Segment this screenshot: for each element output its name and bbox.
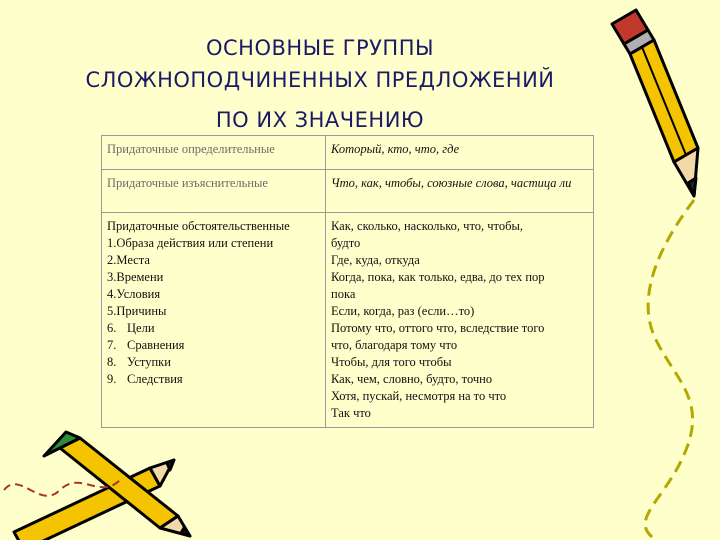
clause-groups-table bbox=[101, 135, 594, 428]
conjunctions-cell bbox=[326, 213, 594, 428]
list-item: 3.Времени bbox=[107, 270, 164, 284]
list-number: 9. bbox=[107, 372, 117, 386]
list-item: Потому что, оттого что, вследствие того bbox=[331, 321, 545, 335]
list-item bbox=[107, 371, 320, 388]
list-item: 5.Причины bbox=[107, 304, 167, 318]
conjunctions-cell: Который, кто, что, где bbox=[326, 136, 594, 170]
list-item: 4.Условия bbox=[107, 287, 161, 301]
list-item: пока bbox=[331, 287, 356, 301]
table-row bbox=[102, 213, 594, 428]
list-item: 1.Образа действия или степени bbox=[107, 236, 274, 250]
crossed-pencils-icon bbox=[0, 430, 200, 540]
clause-type-cell bbox=[102, 213, 326, 428]
list-number: 7. bbox=[107, 338, 117, 352]
title-line-1: ОСНОВНЫЕ ГРУППЫ bbox=[205, 36, 435, 60]
title-line-2: СЛОЖНОПОДЧИНЕННЫХ ПРЕДЛОЖЕНИЙ bbox=[85, 68, 555, 92]
list-item: Если, когда, раз (если…то) bbox=[331, 304, 475, 318]
list-item: Чтобы, для того чтобы bbox=[331, 355, 452, 369]
list-item: Когда, пока, как только, едва, до тех пор bbox=[331, 270, 545, 284]
list-item: что, благодаря тому что bbox=[331, 338, 458, 352]
list-item: Хотя, пускай, несмотря на то что bbox=[331, 389, 507, 403]
pencil-icon bbox=[596, 0, 720, 540]
list-text: Уступки bbox=[127, 355, 171, 369]
title-line-3: ПО ИХ ЗНАЧЕНИЮ bbox=[215, 108, 425, 132]
list-item: будто bbox=[331, 236, 361, 250]
adverbial-heading: Придаточные обстоятельственные bbox=[107, 219, 290, 233]
clause-type-cell: Придаточные изъяснительные bbox=[102, 170, 326, 213]
clause-type-cell: Придаточные определительные bbox=[102, 136, 326, 170]
list-item bbox=[107, 337, 320, 354]
table-row bbox=[102, 136, 594, 170]
list-text: Следствия bbox=[127, 372, 183, 386]
list-item: Где, куда, откуда bbox=[331, 253, 420, 267]
list-item bbox=[107, 354, 320, 371]
list-number: 6. bbox=[107, 321, 117, 335]
list-item: 2.Места bbox=[107, 253, 150, 267]
list-text: Сравнения bbox=[127, 338, 185, 352]
list-item: Как, чем, словно, будто, точно bbox=[331, 372, 493, 386]
table-row bbox=[102, 170, 594, 213]
list-item bbox=[107, 320, 320, 337]
list-number: 8. bbox=[107, 355, 117, 369]
list-item: Так что bbox=[331, 406, 371, 420]
list-item: Как, сколько, насколько, что, чтобы, bbox=[331, 219, 523, 233]
page-title bbox=[0, 32, 640, 136]
list-text: Цели bbox=[127, 321, 155, 335]
conjunctions-cell: Что, как, чтобы, союзные слова, частица ли bbox=[326, 170, 594, 213]
